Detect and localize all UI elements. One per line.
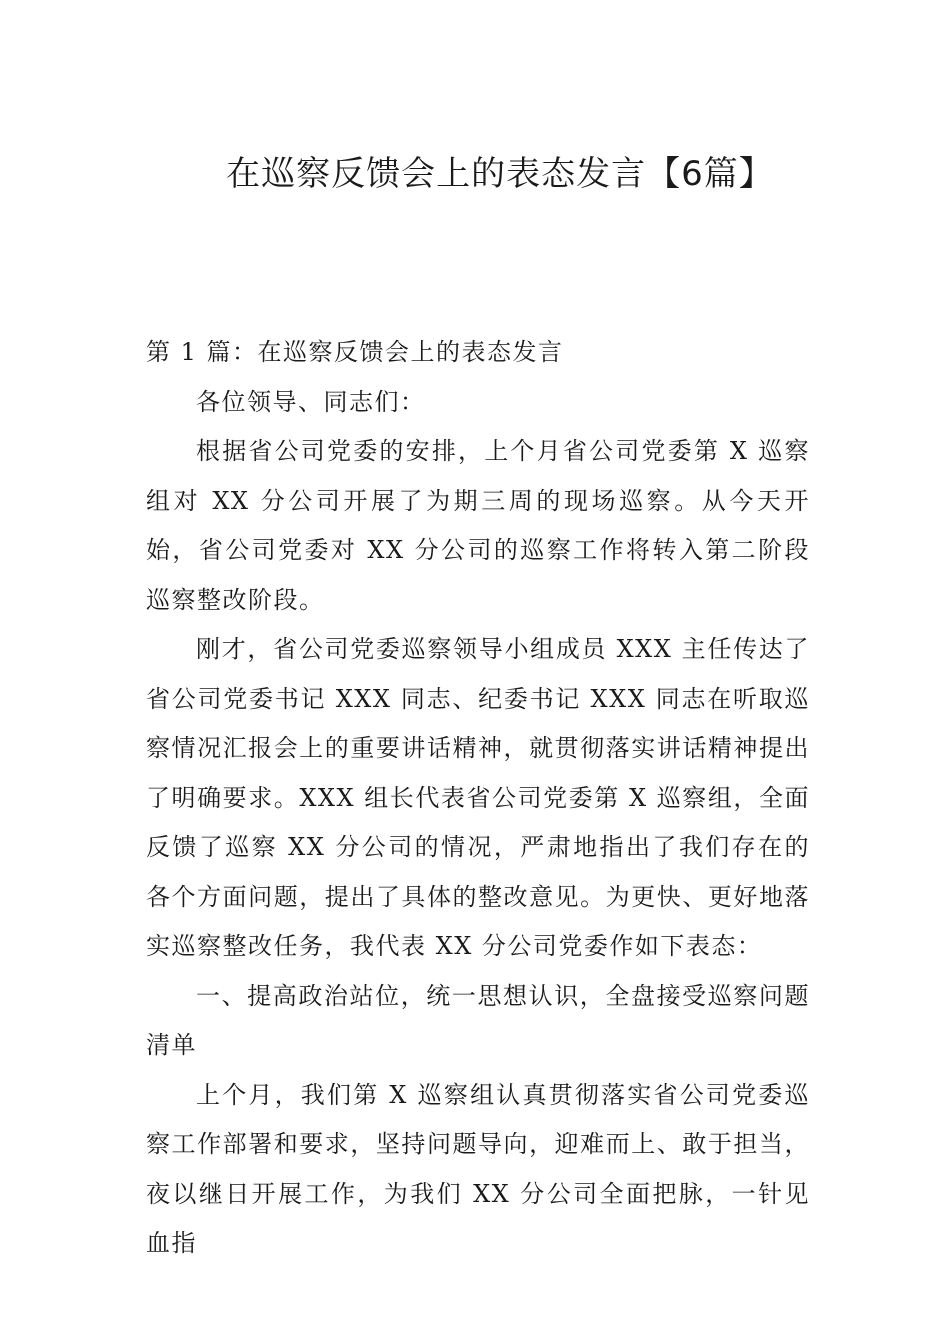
document-title: 在巡察反馈会上的表态发言【6篇】 <box>226 154 774 194</box>
paragraph: 刚才，省公司党委巡察领导小组成员 XXX 主任传达了省公司党委书记 XXX 同志、纪委书记 XXX 同志在听取巡察情况汇报会上的重要讲话精神，就贯彻落实讲话精神提出了明确要求。XXX 组长代表省公司党委第 X 巡察组，全面反馈了巡察 XX 分公司的情况，严肃地指出了我们存在的各个方面问题，提出了具体的整改意见。为更快、更好地落实巡察整改任务，我代表 XX 分公司党委作如下表态： <box>146 635 810 960</box>
salutation: 各位领导、同志们： <box>196 387 426 416</box>
document-body <box>146 328 810 1269</box>
paragraph: 根据省公司党委的安排，上个月省公司党委第 X 巡察组对 XX 分公司开展了为期三周的现场巡察。从今天开始，省公司党委对 XX 分公司的巡察工作将转入第二阶段巡察整改阶段。 <box>146 437 810 614</box>
paragraph: 上个月，我们第 X 巡察组认真贯彻落实省公司党委巡察工作部署和要求，坚持问题导向，迎难而上、敢于担当，夜以继日开展工作，为我们 XX 分公司全面把脉，一针见血指 <box>146 1080 810 1257</box>
subsection-heading: 一、提高政治站位，统一思想认识，全盘接受巡察问题清单 <box>146 981 810 1059</box>
section-heading: 第 1 篇：在巡察反馈会上的表态发言 <box>146 338 564 366</box>
